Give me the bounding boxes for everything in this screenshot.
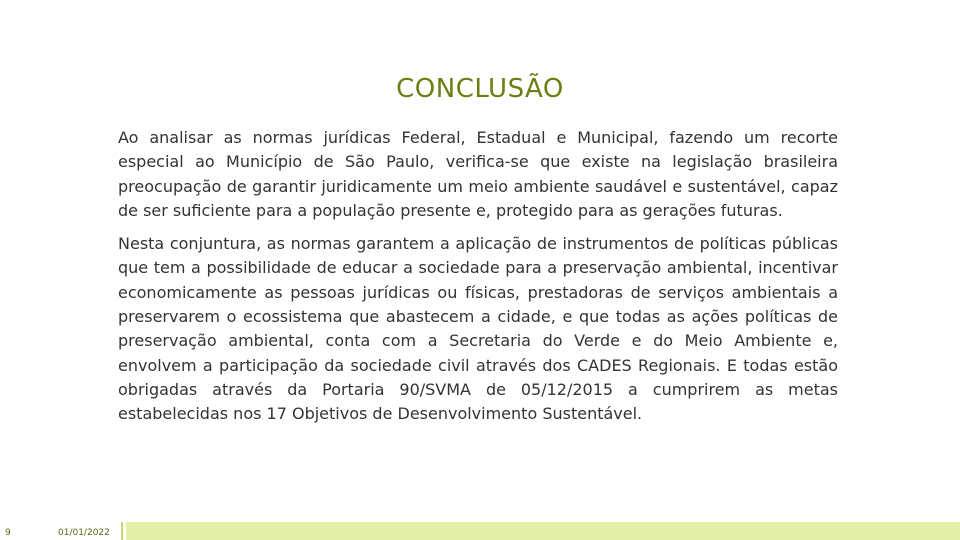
slide-date: 01/01/2022 (58, 528, 110, 538)
paragraph-1: Ao analisar as normas jurídicas Federal, Estadual e Municipal, fazendo um recorte especial ao Município de São Paulo, verifica-se que existe na legislação brasileira preocupação de garantir juridicamente um meio ambiente saudável e sustentável, capaz de ser suficiente para a população presente e, protegido para as gerações futuras. (118, 128, 838, 220)
footer-divider (121, 522, 123, 540)
footer-bar (126, 522, 960, 540)
slide-body (118, 126, 838, 436)
paragraph-2: Nesta conjuntura, as normas garantem a aplicação de instrumentos de políticas públicas que tem a possibilidade de educar a sociedade para a preservação ambiental, incentivar economicamente as pessoas jurídicas ou físicas, prestadoras de serviços ambientais a preservarem o ecossistema que abastecem a cidade, e que todas as ações políticas de preservação ambiental, conta com a Secretaria do Verde e do Meio Ambiente e, envolvem a participação da sociedade civil através dos CADES Regionais. E todas estão obrigadas através da Portaria 90/SVMA de 05/12/2015 a cumprirem as metas estabelecidas nos 17 Objetivos de Desenvolvimento Sustentável. (118, 234, 838, 424)
slide-title-text: CONCLUSÃO (396, 74, 564, 104)
slide-number: 9 (5, 528, 11, 538)
slide-title (0, 74, 960, 104)
